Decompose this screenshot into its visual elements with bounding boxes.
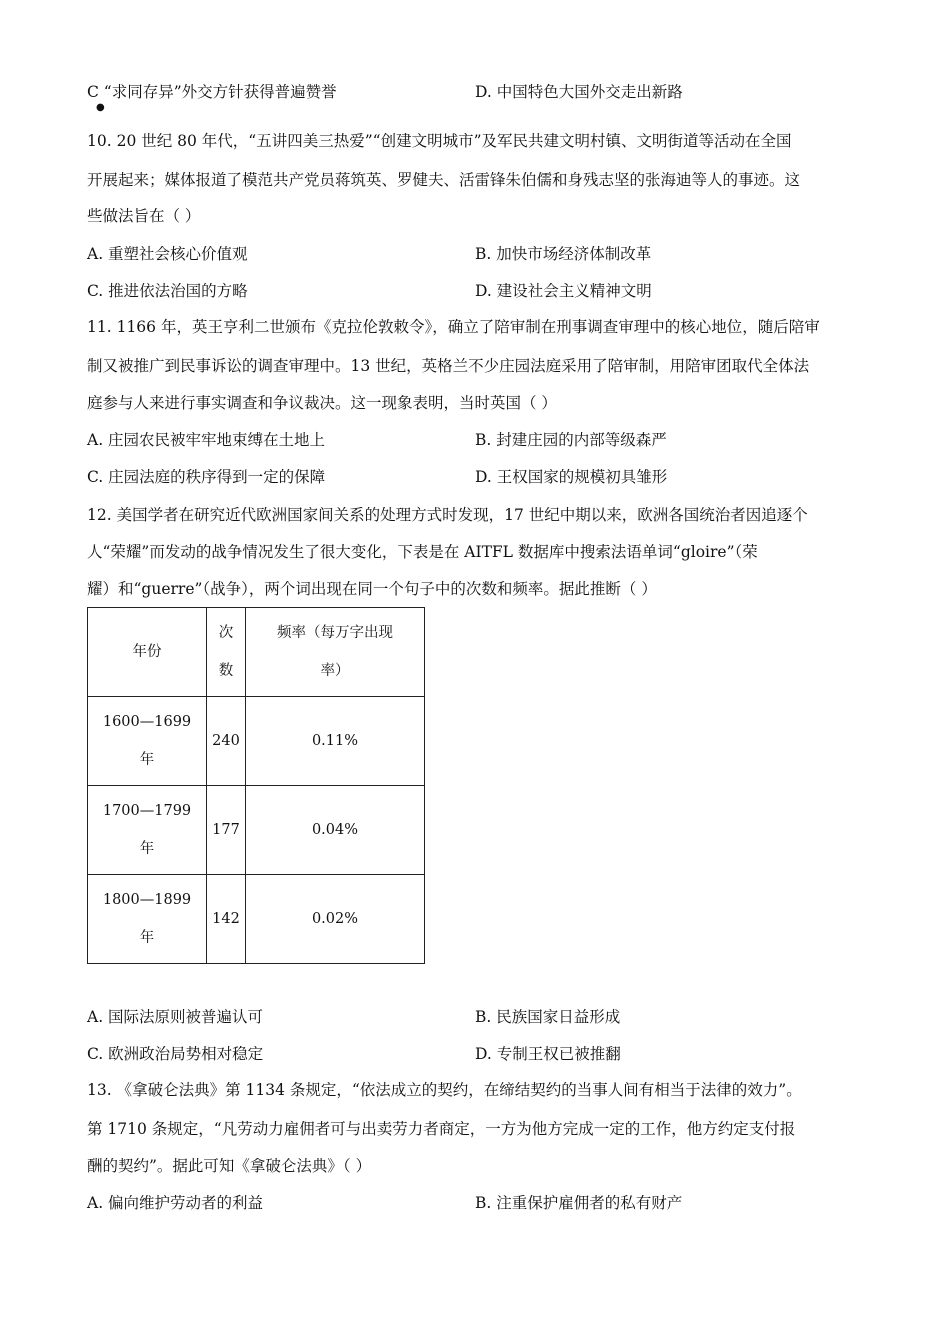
table-row: [88, 697, 425, 786]
gloire-guerre-table: [87, 607, 425, 964]
cell-year: [88, 786, 207, 875]
header-count-line2: 数: [218, 663, 234, 679]
q13-stem-line1: 13. 《拿破仑法典》第 1134 条规定，“依法成立的契约，在缔结契约的当事人间有相当于法律的效力”。: [87, 1081, 802, 1099]
cell-year: [88, 875, 207, 964]
cell-frequency: 0.11%: [246, 697, 425, 786]
table-row: [88, 875, 425, 964]
cell-frequency: 0.04%: [246, 786, 425, 875]
q13-option-a: A. 偏向维护劳动者的利益: [87, 1194, 264, 1212]
cell-year-unit: 年: [139, 841, 155, 857]
q11-option-b: B. 封建庄园的内部等级森严: [475, 431, 667, 449]
header-frequency: [246, 608, 425, 697]
header-frequency-line1: 频率（每万字出现: [277, 625, 393, 641]
cell-year-range: 1700—1799: [102, 803, 192, 819]
q11-option-d: D. 王权国家的规模初具雏形: [475, 468, 668, 486]
q12-option-c: C. 欧洲政治局势相对稳定: [87, 1045, 264, 1063]
cell-count: 240: [207, 697, 246, 786]
header-year: 年份: [88, 608, 207, 697]
cell-frequency: 0.02%: [246, 875, 425, 964]
cell-year-range: 1600—1699: [102, 714, 192, 730]
q11-stem-line1: 11. 1166 年，英王亨利二世颁布《克拉伦敦敕令》，确立了陪审制在刑事调查审理中的核心地位，随后陪审: [87, 318, 820, 336]
q13-option-b: B. 注重保护雇佣者的私有财产: [475, 1194, 683, 1212]
prev-option-c: C “求同存异”外交方针获得普遍赞誉: [87, 83, 337, 101]
q12-option-b: B. 民族国家日益形成: [475, 1008, 621, 1026]
stray-dot: ●: [96, 102, 105, 113]
q11-option-a: A. 庄园农民被牢牢地束缚在土地上: [87, 431, 326, 449]
header-count-line1: 次: [218, 625, 234, 641]
q10-stem-line1: 10. 20 世纪 80 年代，“五讲四美三热爱”“创建文明城市”及军民共建文明村镇、文明街道等活动在全国: [87, 132, 792, 150]
q12-stem-line1: 12. 美国学者在研究近代欧洲国家间关系的处理方式时发现，17 世纪中期以来，欧洲各国统治者因追逐个: [87, 506, 808, 524]
header-count: [207, 608, 246, 697]
q13-stem-line2: 第 1710 条规定，“凡劳动力雇佣者可与出卖劳力者商定，一方为他方完成一定的工作，他方约定支付报: [87, 1120, 796, 1138]
q12-option-a: A. 国际法原则被普遍认可: [87, 1008, 264, 1026]
cell-year-unit: 年: [139, 752, 155, 768]
q10-option-d: D. 建设社会主义精神文明: [475, 282, 652, 300]
header-frequency-line2: 率）: [320, 663, 350, 679]
cell-year-unit: 年: [139, 930, 155, 946]
cell-count: 177: [207, 786, 246, 875]
q10-option-b: B. 加快市场经济体制改革: [475, 245, 652, 263]
q11-option-c: C. 庄园法庭的秩序得到一定的保障: [87, 468, 326, 486]
cell-count: 142: [207, 875, 246, 964]
cell-year: [88, 697, 207, 786]
q10-stem-line3: 些做法旨在（ ）: [87, 207, 201, 225]
q11-stem-line2: 制又被推广到民事诉讼的调查审理中。13 世纪，英格兰不少庄园法庭采用了陪审制，用陪审团取代全体法: [87, 357, 810, 375]
q11-stem-line3: 庭参与人来进行事实调查和争议裁决。这一现象表明，当时英国（ ）: [87, 394, 557, 412]
q12-stem-line3: 耀）和“guerre”（战争），两个词出现在同一个句子中的次数和频率。据此推断（ ）: [87, 580, 657, 598]
prev-option-d: D. 中国特色大国外交走出新路: [475, 83, 683, 101]
table-row: [88, 786, 425, 875]
cell-year-range: 1800—1899: [102, 892, 192, 908]
table-header-row: [88, 608, 425, 697]
q10-option-c: C. 推进依法治国的方略: [87, 282, 248, 300]
q12-option-d: D. 专制王权已被推翻: [475, 1045, 621, 1063]
q12-stem-line2: 人“荣耀”而发动的战争情况发生了很大变化，下表是在 AITFL 数据库中搜索法语单词“gloire”（荣: [87, 543, 758, 561]
q10-option-a: A. 重塑社会核心价值观: [87, 245, 248, 263]
q13-stem-line3: 酬的契约”。据此可知《拿破仑法典》（ ）: [87, 1157, 372, 1175]
q10-stem-line2: 开展起来；媒体报道了模范共产党员蒋筑英、罗健夫、活雷锋朱伯儒和身残志坚的张海迪等人的事迹。这: [87, 171, 801, 189]
